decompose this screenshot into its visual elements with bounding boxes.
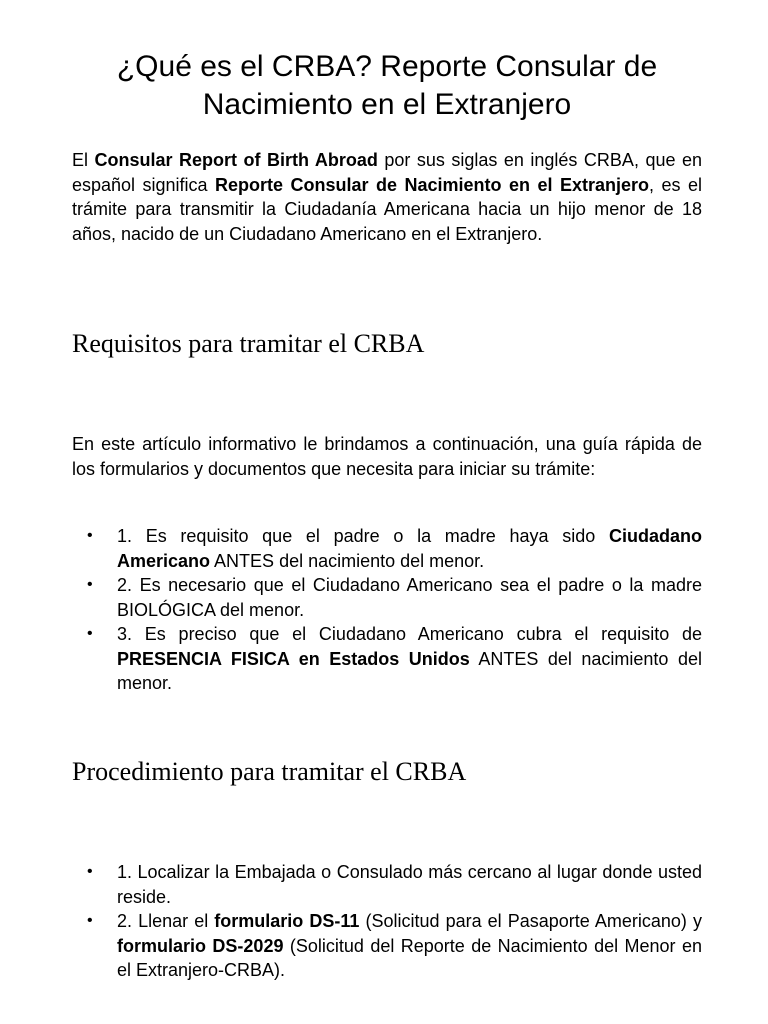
bullet-icon: •: [87, 863, 93, 880]
list-item: [72, 524, 702, 573]
bullet-icon: •: [87, 625, 93, 642]
item-bold: Ciudadano Americano: [117, 526, 702, 571]
list-item: [72, 909, 702, 983]
intro-text-2: por sus siglas en inglés CRBA, que en español significa: [72, 150, 702, 195]
list-item: [72, 860, 702, 909]
item-text: ANTES del nacimiento del menor.: [117, 648, 702, 693]
item-bold: PRESENCIA FISICA en Estados Unidos: [117, 648, 470, 669]
title-line-2: Nacimiento en el Extranjero: [202, 88, 572, 121]
title-line-1: ¿Qué es el CRBA? Reporte Consular de: [116, 50, 658, 83]
item-bold-ds11: formulario DS-11: [214, 911, 360, 931]
item-bold-ds2029: formulario DS-2029: [117, 935, 284, 956]
requisitos-intro-paragraph: En este artículo informativo le brindamos a continuación, una guía rápida de los formularios y documentos que necesita para iniciar su trámite:: [72, 434, 702, 479]
intro-text-3: , es el trámite para transmitir la Ciudadanía Americana hacia un hijo menor de 18 años, nacido de un Ciudadano Americano en el Extranjero.: [72, 174, 702, 244]
item-text: 2. Es necesario que el Ciudadano Americano sea el padre o la madre BIOLÓGICA del menor.: [117, 575, 702, 620]
item-text: (Solicitud para el Pasaporte Americano) y: [359, 911, 702, 931]
document-page: [72, 48, 702, 980]
intro-text-1: El: [72, 150, 95, 170]
intro-bold-crba-english: Consular Report of Birth Abroad: [94, 150, 378, 170]
item-text: 1. Es requisito que el padre o la madre haya sido: [117, 526, 609, 546]
bullet-icon: •: [87, 527, 93, 544]
heading-requisitos: Requisitos para tramitar el CRBA: [72, 329, 425, 358]
item-text: ANTES del nacimiento del menor.: [210, 550, 485, 571]
intro-bold-crba-spanish: Reporte Consular de Nacimiento en el Extranjero: [215, 174, 650, 195]
item-text: 1. Localizar la Embajada o Consulado más cercano al lugar donde usted reside.: [117, 862, 702, 907]
list-item: [72, 573, 702, 622]
procedimiento-list: [72, 860, 702, 983]
bullet-icon: •: [87, 912, 93, 929]
intro-paragraph: [72, 148, 702, 246]
item-text: (Solicitud del Reporte de Nacimiento del Menor en el Extranjero-CRBA).: [117, 935, 702, 980]
page-title: [72, 48, 702, 124]
list-item: [72, 622, 702, 696]
item-text: 3. Es preciso que el Ciudadano Americano cubra el requisito de: [117, 624, 702, 644]
requisitos-list: [72, 524, 702, 696]
heading-procedimiento: Procedimiento para tramitar el CRBA: [72, 757, 467, 786]
item-text: 2. Llenar el: [117, 911, 215, 931]
bullet-icon: •: [87, 576, 93, 593]
